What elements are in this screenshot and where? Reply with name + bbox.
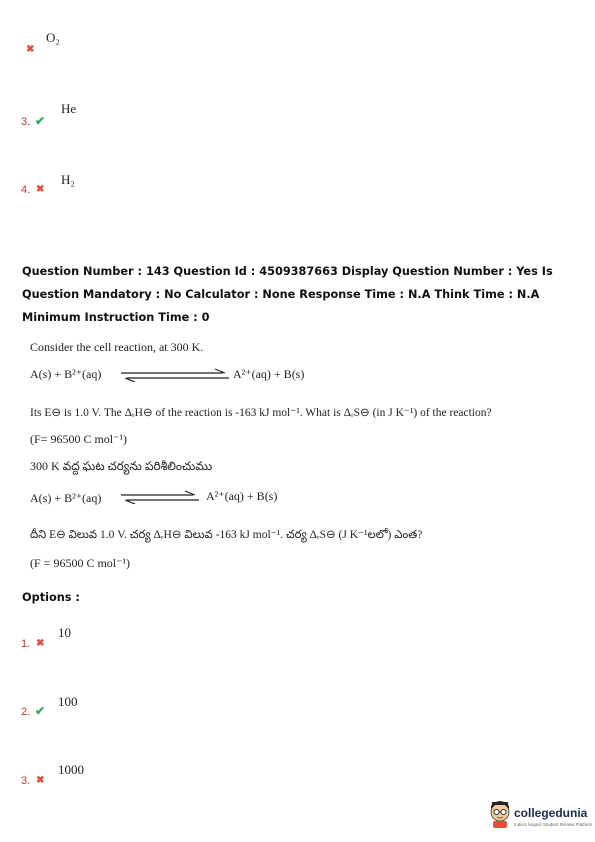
logo-name: collegedunia: [514, 806, 588, 820]
cross-icon: ✖: [26, 44, 35, 55]
question-text-en: Its E⊖ is 1.0 V. The ΔᵣH⊖ of the reaction is -163 kJ mol⁻¹. What is ΔᵣS⊖ (in J K⁻¹) of the reaction?: [30, 407, 492, 419]
mascot-icon: [488, 798, 512, 828]
option-text: O₂: [46, 30, 60, 45]
reaction-reactants: A(s) + B²⁺(aq): [30, 491, 102, 505]
question-intro-te: 300 K వద్ద ఘట చర్యను పరిశీలించుము: [30, 459, 213, 473]
option-text: 100: [58, 694, 78, 709]
option-number: 1.: [21, 638, 31, 650]
option-text: He: [61, 101, 77, 116]
collegedunia-logo: [488, 796, 593, 836]
option-number: 3.: [21, 775, 31, 787]
equilibrium-arrow-icon: [119, 490, 201, 504]
cross-icon: ✖: [36, 775, 45, 786]
logo-tagline: India's largest Student Review Platform: [514, 822, 593, 827]
option-text: 1000: [58, 762, 84, 777]
options-label: Options :: [22, 591, 80, 604]
option-number: 3.: [21, 116, 31, 128]
reaction-products: A²⁺(aq) + B(s): [206, 489, 278, 503]
equilibrium-arrow-icon: [119, 368, 231, 382]
option-text: H₂: [61, 172, 75, 187]
question-intro-en: Consider the cell reaction, at 300 K.: [30, 340, 204, 354]
option-number: 4.: [21, 184, 31, 196]
check-icon: ✔: [35, 114, 46, 128]
check-icon: ✔: [35, 704, 46, 718]
question-header: Question Number : 143 Question Id : 4509387663 Display Question Number : Yes Is Question Mandatory : No Calculator : None Response Time : N.A Think Time : N.A Minimum Instruction Time : 0: [22, 265, 553, 324]
cross-icon: ✖: [36, 638, 45, 649]
question-text-te: దీని E⊖ విలువ 1.0 V. చర్య ΔᵣH⊖ విలువ -163 kJ mol⁻¹. చర్య ΔᵣS⊖ (J K⁻¹లలో) ఎంత?: [30, 529, 423, 541]
reaction-products: A²⁺(aq) + B(s): [233, 367, 305, 381]
option-text: 10: [58, 625, 71, 640]
option-number: 2.: [21, 706, 31, 718]
faraday-constant-en: (F= 96500 C mol⁻¹): [30, 432, 128, 446]
faraday-constant-te: (F = 96500 C mol⁻¹): [30, 556, 131, 570]
cross-icon: ✖: [36, 184, 45, 195]
reaction-reactants: A(s) + B²⁺(aq): [30, 367, 102, 381]
